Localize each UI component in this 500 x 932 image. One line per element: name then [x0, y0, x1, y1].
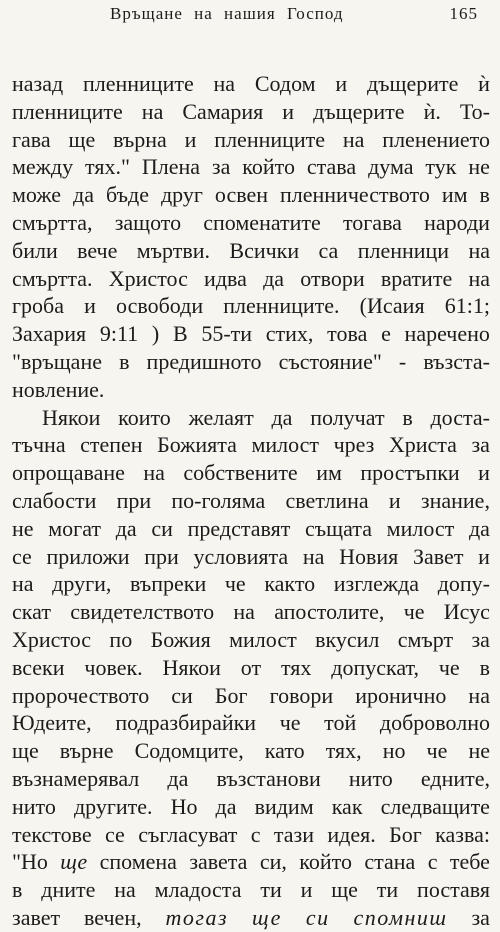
text-line-17: не могат да си представят същата милост да: [12, 515, 490, 541]
text-line-14: тъчна степен Божията милост чрез Христа за: [12, 432, 490, 458]
italic-emphasis: тогаз: [165, 904, 229, 930]
text-line-6: смъртта, защото споменатите тогава народи: [12, 209, 490, 235]
text-line-8: смъртта. Христос идва да отвори вратите на: [12, 265, 490, 291]
text-line-18: се приложи при условията на Новия Завет и: [12, 543, 490, 569]
text-line-19: на други, въпреки че както изглежда допу-: [12, 571, 490, 597]
text-line-22: всеки човек. Някои от тях допускат, че в: [12, 654, 490, 680]
text-line-28: текстове се съгласуват с тази идея. Бог казва:: [12, 821, 490, 847]
text-line-1: назад пленниците на Содом и дъщерите ѝ: [12, 71, 490, 96]
text-line-25: ще върне Содомците, като тях, но че не: [12, 738, 490, 764]
running-header: [110, 4, 478, 26]
text-line-16: слабости при по-голяма светлина и знание,: [12, 487, 490, 513]
text-line-31: завет вечен, тогаз ще си спомниш за: [12, 904, 490, 930]
text-line-26: възнамерявал да възстанови нито едните,: [12, 765, 490, 791]
text-line-2: пленниците на Самария и дъщерите ѝ. То-: [12, 98, 490, 124]
body-text: [12, 70, 490, 932]
text-line-10: Захария 9:11 ) В 55-ти стих, това е наречено: [12, 321, 490, 347]
text-line-20: скат свидетелството на апостолите, че Исус: [12, 599, 490, 625]
text-line-9: гроба и освободи пленниците. (Исаия 61:1;: [12, 293, 490, 319]
page-number: 165: [449, 4, 478, 23]
text-line-13: Някои които желаят да получат в доста-: [42, 404, 490, 430]
text-line-15: опрощаване на собствените им простъпки и: [12, 460, 490, 486]
text-line-7: били вече мъртви. Всички са пленници на: [12, 237, 490, 263]
italic-emphasis: спомниш: [353, 904, 448, 930]
text-line-11: "връщане в предишното състояние" - възста-: [12, 348, 490, 374]
text-line-12: новление.: [12, 376, 105, 402]
text-line-27: нито другите. Но да видим как следващите: [12, 793, 490, 819]
italic-emphasis: ще: [60, 849, 88, 875]
text-line-4: между тях." Плена за който става дума тук не: [12, 154, 490, 180]
text-line-21: Христос по Божия милост вкусил смърт за: [12, 626, 490, 652]
italic-emphasis: си: [305, 904, 330, 930]
text-line-23: пророчеството си Бог говори иронично на: [12, 682, 490, 708]
text-line-30: в дните на младоста ти и ще ти поставя: [12, 877, 490, 903]
italic-emphasis: ще: [252, 904, 282, 930]
text-line-3: гава ще върна и пленниците на пленението: [12, 126, 490, 152]
text-line-5: може да бъде друг освен пленничеството им в: [12, 182, 490, 208]
text-line-29: "Но ще спомена завета си, който стана с тебе: [12, 849, 490, 875]
text-line-24: Юдеите, подразбирайки че той доброволно: [12, 710, 490, 736]
running-title: Връщане на нашия Господ: [110, 4, 344, 23]
